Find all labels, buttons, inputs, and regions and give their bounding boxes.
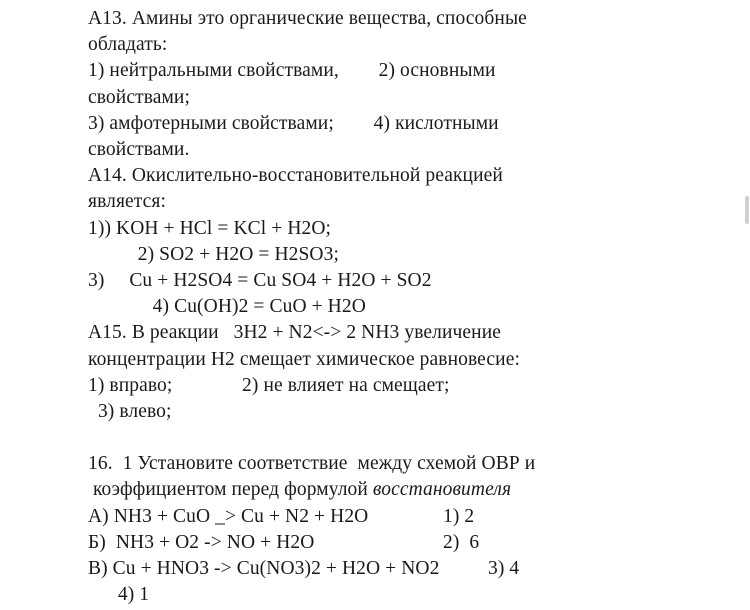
task16-row-coeff: 2) 6 (443, 531, 480, 553)
text-line: 1) нейтральными свойствами, 2) основными (88, 60, 496, 82)
task16-row-scheme: А) NH3 + CuO _> Cu + N2 + H2O (88, 505, 369, 527)
text-line: A14. Окислительно-восстановительной реакцией (88, 165, 503, 187)
text-line: является: (88, 191, 166, 213)
text-line: свойствами. (88, 139, 190, 161)
text-line: 3) амфотерными свойствами; 4) кислотными (88, 112, 499, 134)
text-line: обладать: (88, 34, 168, 56)
text-line: 1) вправо; 2) не влияет на смещает; (88, 374, 450, 396)
task16-heading-line1: 16. 1 Установите соответствие между схемой ОВР и (88, 453, 536, 475)
task16-heading-emphasis: восстановителя (372, 479, 512, 501)
task16-row-coeff: 1) 2 (443, 505, 475, 527)
task16-row-scheme: Б) NH3 + O2 -> NO + H2O (88, 531, 315, 553)
task16-row (88, 556, 708, 582)
text-line: 4) Cu(OH)2 = CuO + H2O (88, 296, 366, 318)
task16-row (88, 504, 708, 530)
text-line: 1)) KOH + HCl = KCl + H2O; (88, 217, 332, 239)
task16-row-scheme: 4) 1 (88, 584, 150, 606)
page-edge (744, 0, 750, 610)
text-line: 3) Cu + H2SO4 = Cu SO4 + H2O + SO2 (88, 270, 432, 292)
paragraph-spacer (88, 425, 708, 451)
task16-row-scheme: В) Cu + HNO3 -> Cu(NO3)2 + H2O + NO2 (88, 558, 440, 580)
task16-row-coeff: 3) 4 (488, 558, 520, 580)
scroll-indicator[interactable] (745, 196, 749, 224)
text-line: 2) SO2 + H2O = H2SO3; (88, 243, 339, 265)
task16-heading-prefix: коэффициентом перед формулой (88, 479, 373, 501)
document-body (88, 6, 708, 608)
text-line: свойствами; (88, 86, 190, 108)
text-line: концентрации H2 смещает химическое равновесие: (88, 348, 520, 370)
text-line: A13. Амины это органические вещества, способные (88, 8, 527, 29)
text-line: 3) влево; (88, 401, 172, 423)
task16-heading-line2 (88, 477, 708, 503)
task16-row (88, 582, 708, 608)
task16-row (88, 530, 708, 556)
text-line: A15. В реакции 3H2 + N2<-> 2 NH3 увеличение (88, 322, 502, 344)
